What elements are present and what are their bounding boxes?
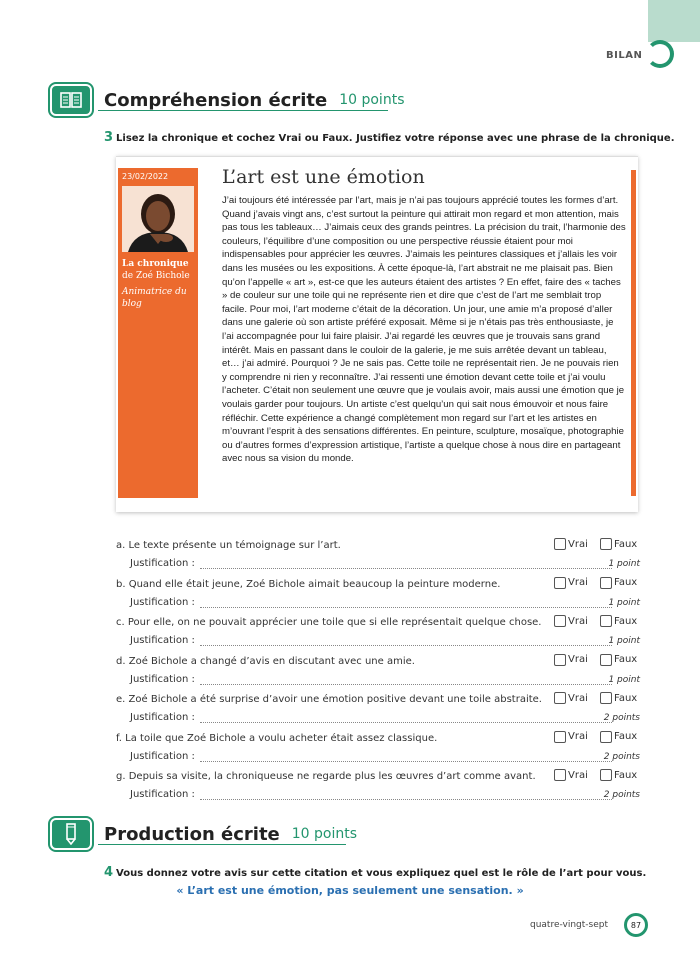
true-option[interactable] <box>554 577 588 589</box>
false-label: Faux <box>614 731 638 742</box>
false-checkbox[interactable] <box>600 654 612 666</box>
article-date: 23/02/2022 <box>122 172 169 181</box>
question-letter: c. <box>116 617 125 628</box>
page-number-words: quatre-vingt-sept <box>530 920 608 930</box>
justification-label: Justification : <box>130 635 195 646</box>
true-option[interactable] <box>554 769 588 781</box>
exercise-text: Lisez la chronique et cochez Vrai ou Faux. Justifiez votre réponse avec une phrase de la chronique. <box>116 133 675 144</box>
question-statement: Zoé Bichole a été surprise d’avoir une émotion positive devant une toile abstraite. <box>128 694 542 705</box>
true-checkbox[interactable] <box>554 692 566 704</box>
question-text <box>116 694 542 705</box>
question-points: 1 point <box>608 597 640 608</box>
question-points: 2 points <box>603 751 640 762</box>
question-points: 2 points <box>603 713 640 723</box>
author-avatar <box>122 186 194 252</box>
justification-line[interactable] <box>200 684 612 685</box>
false-label: Faux <box>614 577 638 588</box>
header-arc <box>646 40 674 68</box>
question-letter: d. <box>116 655 126 667</box>
false-checkbox[interactable] <box>600 615 612 627</box>
question-letter: f. <box>116 732 122 744</box>
question-points: 2 points <box>603 790 640 800</box>
false-label: Faux <box>614 654 638 665</box>
section-comprehension-header <box>50 84 404 116</box>
true-label: Vrai <box>568 577 588 588</box>
question-text <box>116 733 437 744</box>
false-checkbox[interactable] <box>600 577 612 589</box>
byline-title: La chronique <box>122 259 189 269</box>
article-accent-bar <box>631 170 636 496</box>
justification-label: Justification : <box>130 750 195 762</box>
true-checkbox[interactable] <box>554 538 566 550</box>
justification-line[interactable] <box>200 607 612 608</box>
true-option[interactable] <box>554 615 588 627</box>
byline-author: de Zoé Bichole <box>122 271 190 281</box>
question-letter: g. <box>116 771 126 782</box>
justification-line[interactable] <box>200 722 612 723</box>
question-points: 1 point <box>608 674 640 685</box>
citation: « L’art est une émotion, pas seulement une sensation. » <box>176 884 524 897</box>
justification-line[interactable] <box>200 799 612 800</box>
false-option[interactable] <box>600 577 637 589</box>
question-text <box>116 656 415 667</box>
article-title: L’art est une émotion <box>222 166 425 188</box>
true-option[interactable] <box>554 731 588 743</box>
pencil-icon <box>50 818 92 850</box>
exercise-number: 3 <box>104 130 114 145</box>
false-option[interactable] <box>600 769 637 781</box>
false-checkbox[interactable] <box>600 538 612 550</box>
article-body: J’ai toujours été intéressée par l’art, mais je n’ai pas toujours apprécié toutes les formes d’art. Quand j’avais vingt ans, c’est surtout la peinture qui attirait mon regard et mon attention, mais pas tous les tableaux… J’aimais ceux des grands peintres. La précision du trait, l’harmonie des couleurs, l’équilibre d’une composition ou une perspective réussie étaient pour moi indispensables pour apprécier les œuvres. J’aimais les peintures classiques et j’allais les voir dans les musées ou les expositions. À cette époque-là, l’art abstrait ne me plaisait pas. Bien qu’on l’appelle « art », est-ce que les auteurs étaient des artistes ? En effet, faire des « taches » de couleur sur une toile qui ne représente rien et dire que c’est de l’art me semblait trop facile. Pour moi, l’art moderne c’était de la décoration. Un jour, une amie m’a proposé d’aller dans une galerie où son artiste préféré exposait. Même si je n’étais pas très enthousiaste, je l’ai accompagnée pour lui faire plaisir. J’ai regardé les œuvres que je trouvais sans grand intérêt. Mais en passant dans le couloir de la galerie, je me suis arrêtée devant un tableau, et… j’ai admiré. Pourquoi ? Je ne sais pas. Cette toile ne représentait rien. Je ne pouvais rien y comprendre ni rien y reconnaître. J’ai ressenti une émotion devant cette toile et j’ai voulu l’acheter. C’était non seulement une œuvre que je voulais avoir, mais aussi une émotion que je voulais garder pour toujours. Un artiste c’est quelqu’un qui sait nous émouvoir et nous faire réfléchir. Cette expérience a changé complètement mon regard sur l’art et les artistes en m’ouvrant l’esprit à des sensations différentes. En peinture, sculpture, mosaïque, photographie ou d’autres formes d’expression artistique, l’artiste a quelque chose à nous dire en partageant avec nous sa vision du monde. <box>222 195 626 465</box>
false-checkbox[interactable] <box>600 769 612 781</box>
exercise-text: Vous donnez votre avis sur cette citation et vous expliquez quel est le rôle de l’art pour vous. <box>116 868 647 879</box>
false-checkbox[interactable] <box>600 692 612 704</box>
question-text <box>116 771 536 782</box>
section-title: Compréhension écrite <box>104 89 328 111</box>
true-option[interactable] <box>554 692 588 704</box>
justification-label: Justification : <box>130 789 195 800</box>
exercise-number: 4 <box>104 865 114 880</box>
question-statement: Depuis sa visite, la chroniqueuse ne regarde plus les œuvres d’art comme avant. <box>128 771 536 782</box>
justification-label: Justification : <box>130 558 195 569</box>
true-label: Vrai <box>568 538 588 550</box>
exercise-4-instruction <box>104 865 646 880</box>
false-option[interactable] <box>600 731 637 743</box>
article-sidebar <box>118 168 198 498</box>
question-letter: e. <box>116 694 126 705</box>
corner-tab <box>648 0 700 42</box>
question-statement: La toile que Zoé Bichole a voulu acheter était assez classique. <box>125 732 438 744</box>
question-letter: a. <box>116 540 126 551</box>
section-points: 10 points <box>291 826 358 842</box>
section-underline <box>98 110 388 111</box>
section-production-header <box>50 818 357 850</box>
true-label: Vrai <box>568 769 588 781</box>
true-checkbox[interactable] <box>554 577 566 589</box>
exercise-3-instruction <box>104 130 675 145</box>
justification-line[interactable] <box>200 645 612 646</box>
true-label: Vrai <box>568 692 588 704</box>
true-checkbox[interactable] <box>554 731 566 743</box>
question-text <box>116 579 500 590</box>
author-byline <box>122 258 190 282</box>
justification-label: Justification : <box>130 673 195 685</box>
question-letter: b. <box>116 578 126 590</box>
false-label: Faux <box>614 538 638 550</box>
justification-line[interactable] <box>200 761 612 762</box>
book-icon <box>50 84 92 116</box>
section-points: 10 points <box>339 92 405 108</box>
false-option[interactable] <box>600 654 637 666</box>
question-points: 1 point <box>608 636 640 646</box>
true-checkbox[interactable] <box>554 615 566 627</box>
justification-label: Justification : <box>130 596 195 608</box>
false-option[interactable] <box>600 538 637 550</box>
false-label: Faux <box>614 615 638 627</box>
question-points: 1 point <box>608 559 640 569</box>
question-text <box>116 540 341 551</box>
true-label: Vrai <box>568 654 588 665</box>
page-number: 87 <box>624 913 648 937</box>
question-statement: Zoé Bichole a changé d’avis en discutant avec une amie. <box>128 655 415 667</box>
true-label: Vrai <box>568 731 588 742</box>
false-label: Faux <box>614 692 638 704</box>
false-option[interactable] <box>600 615 637 627</box>
true-checkbox[interactable] <box>554 769 566 781</box>
justification-line[interactable] <box>200 568 612 569</box>
question-text <box>116 617 541 628</box>
false-label: Faux <box>614 769 638 781</box>
false-option[interactable] <box>600 692 637 704</box>
true-checkbox[interactable] <box>554 654 566 666</box>
true-label: Vrai <box>568 615 588 627</box>
question-statement: Quand elle était jeune, Zoé Bichole aimait beaucoup la peinture moderne. <box>128 578 501 590</box>
false-checkbox[interactable] <box>600 731 612 743</box>
author-role: Animatrice du blog <box>122 287 187 309</box>
header-label: BILAN <box>606 50 643 61</box>
justification-label: Justification : <box>130 712 195 723</box>
true-option[interactable] <box>554 538 588 550</box>
question-statement: Le texte présente un témoignage sur l’art. <box>128 540 341 551</box>
true-option[interactable] <box>554 654 588 666</box>
section-underline <box>98 844 346 845</box>
section-title: Production écrite <box>104 823 280 845</box>
question-statement: Pour elle, on ne pouvait apprécier une toile que si elle représentait quelque chose. <box>127 617 542 628</box>
